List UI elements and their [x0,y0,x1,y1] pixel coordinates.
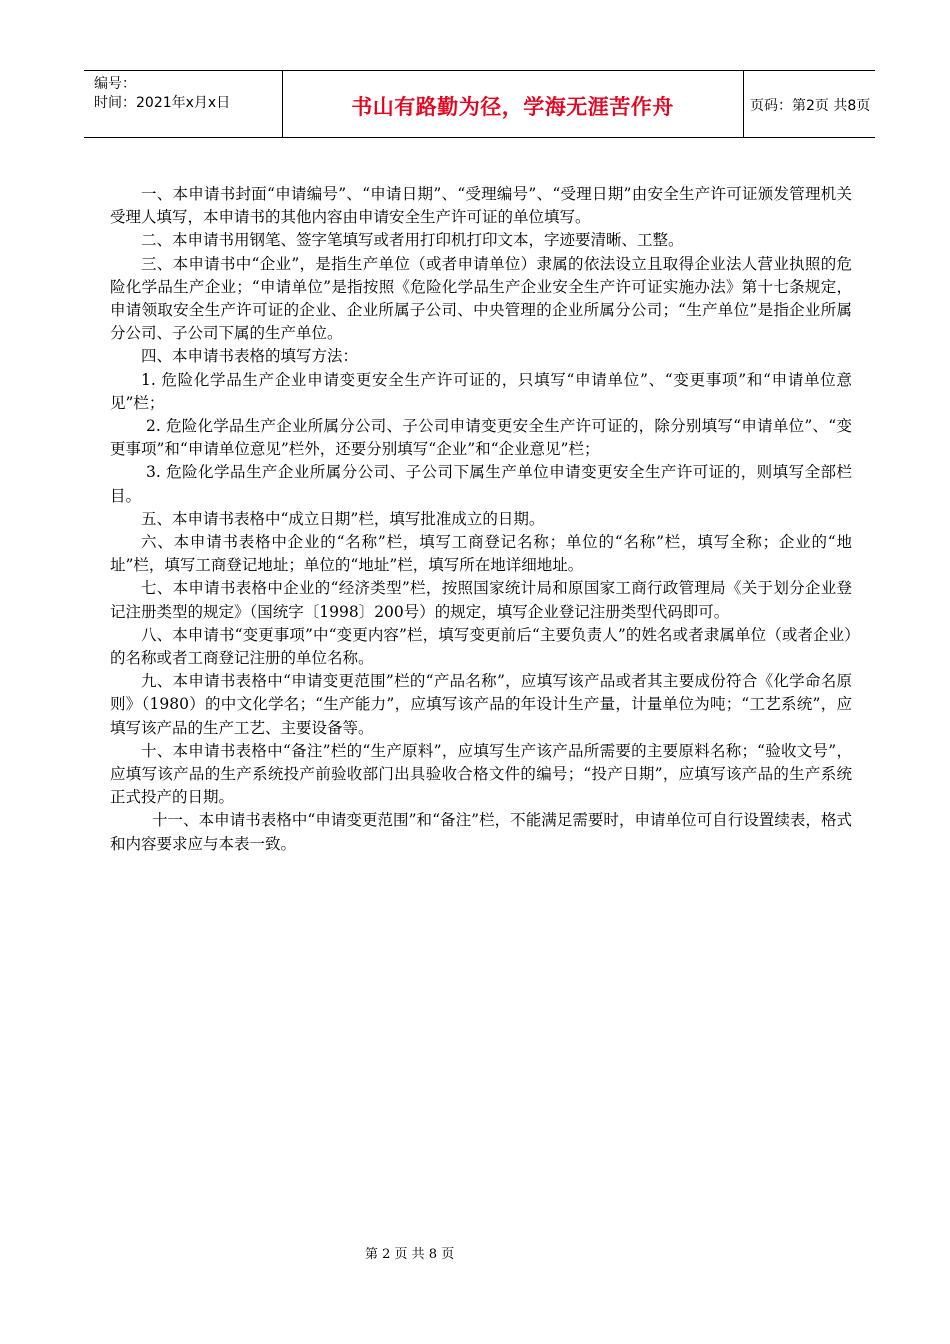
document-number-label: 编号： [94,76,136,92]
paragraph-10: 十、本申请书表格中“备注”栏的“生产原料”，应填写生产该产品所需要的主要原料名称；“验收文号”，应填写该产品的生产系统投产前验收部门出具验收合格文件的编号；“投产日期”，应填写该产品的生产系统正式投产的日期。 [110,741,852,807]
paragraph-7: 七、本申请书表格中企业的“经济类型”栏，按照国家统计局和原国家工商行政管理局《关于划分企业登记注册类型的规定》（国统字〔1998〕200号）的规定，填写企业登记注册类型代码即可。 [110,579,852,621]
page-footer: 第 2 页 共 8 页 [365,1247,455,1262]
header-page-cell [744,71,875,137]
header-motto-cell [282,71,744,137]
paragraph-8: 八、本申请书“变更事项”中“变更内容”栏，填写变更前后“主要负责人”的姓名或者隶属单位（或者企业）的名称或者工商登记注册的单位名称。 [110,625,852,668]
paragraph-4-item-2: 2. 危险化学品生产企业所属分公司、子公司申请变更安全生产许可证的，除分别填写“申请单位”、“变更事项”和“申请单位意见”栏外，还要分别填写“企业”和“企业意见”栏； [110,417,852,459]
paragraph-1: 一、本申请书封面“申请编号”、“申请日期”、“受理编号”、“受理日期”由安全生产许可证颁发管理机关受理人填写，本申请书的其他内容由申请安全生产许可证的单位填写。 [110,185,852,227]
header-page-number: 页码：第2页 共8页 [750,98,871,114]
paragraph-5: 五、本申请书表格中“成立日期”栏，填写批准成立的日期。 [141,509,545,528]
paragraph-6: 六、本申请书表格中企业的“名称”栏，填写工商登记名称；单位的“名称”栏，填写全称；企业的“地址”栏，填写工商登记地址；单位的“地址”栏，填写所在地详细地址。 [110,533,852,575]
header-motto: 书山有路勤为径，学海无涯苦作舟 [351,95,674,119]
header-info-cell [84,71,283,137]
document-body [110,183,852,856]
paragraph-9: 九、本申请书表格中“申请变更范围”栏的“产品名称”，应填写该产品或者其主要成份符合《化学命名原则》（1980）的中文化学名；“生产能力”，应填写该产品的年设计生产量，计量单位为吨；“工艺系统”，应填写该产品的生产工艺、主要设备等。 [110,672,852,737]
paragraph-11: 十一、本申请书表格中“申请变更范围”和“备注”栏，不能满足需要时，申请单位可自行设置续表，格式和内容要求应与本表一致。 [110,811,852,853]
paragraph-3: 三、本申请书中“企业”，是指生产单位（或者申请单位）隶属的依法设立且取得企业法人营业执照的危险化学品生产企业；“申请单位”是指按照《危险化学品生产企业安全生产许可证实施办法》第十七条规定，申请领取安全生产许可证的企业、企业所属子公司、中央管理的企业所属分公司；“生产单位”是指企业所属分公司、子公司下属的生产单位。 [110,254,852,343]
paragraph-2: 二、本申请书用钢笔、签字笔填写或者用打印机打印文本，字迹要清晰、工整。 [141,231,684,250]
document-time-label: 时间：2021年x月x日 [94,95,231,111]
paragraph-4-item-1: 1. 危险化学品生产企业申请变更安全生产许可证的，只填写“申请单位”、“变更事项”和“申请单位意见”栏； [110,370,852,412]
paragraph-4: 四、本申请书表格的填写方法： [141,347,359,366]
paragraph-4-item-3: 3. 危险化学品生产企业所属分公司、子公司下属生产单位申请变更安全生产许可证的，则填写全部栏目。 [110,463,852,505]
page-header [84,70,875,138]
